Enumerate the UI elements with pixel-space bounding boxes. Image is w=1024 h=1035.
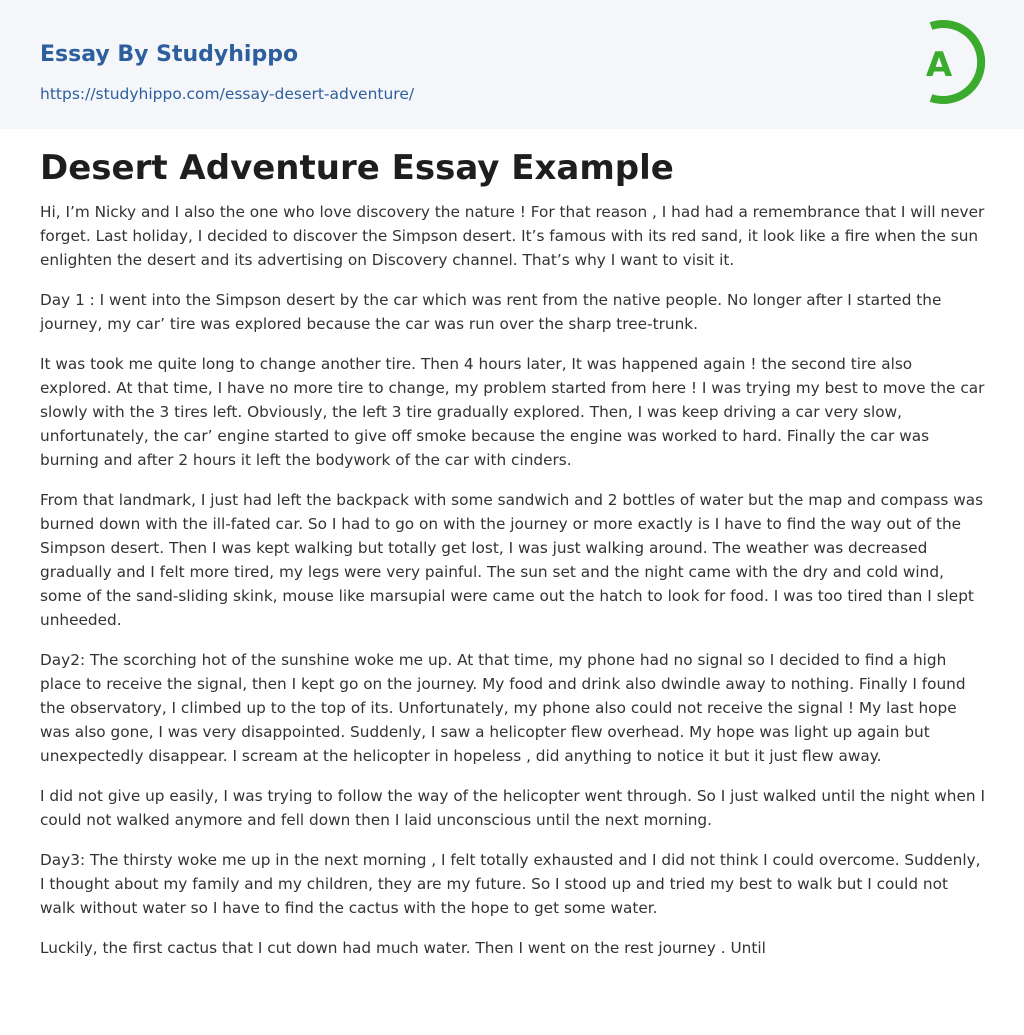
- page-title: Desert Adventure Essay Example: [40, 148, 674, 188]
- essay-paragraph: Hi, I’m Nicky and I also the one who love discovery the nature ! For that reason , I had had a remembrance that I will never forget. Last holiday, I decided to discover the Simpson desert. It’s famous with its red sand, it look like a fire when the sun enlighten the desert and its advertising on Discovery channel. That’s why I want to visit it.: [40, 203, 985, 269]
- essay-paragraph: Luckily, the first cactus that I cut down had much water. Then I went on the rest journey . Until: [40, 939, 766, 957]
- site-header: [0, 0, 1024, 129]
- site-name[interactable]: Essay By Studyhippo: [40, 42, 299, 67]
- essay-paragraph: Day 1 : I went into the Simpson desert by the car which was rent from the native people. No longer after I started the journey, my car’ tire was explored because the car was run over the sharp tree-trunk.: [40, 291, 942, 333]
- studyhippo-logo-icon[interactable]: [909, 18, 989, 108]
- logo-letter: A: [925, 45, 953, 85]
- essay-paragraph: From that landmark, I just had left the backpack with some sandwich and 2 bottles of water but the map and compass was burned down with the ill-fated car. So I had to go on with the journey or more exactly is I have to find the way out of the Simpson desert. Then I was kept walking but totally get lost, I was just walking around. The weather was decreased gradually and I felt more tired, my legs were very painful. The sun set and the night came with the dry and cold wind, some of the sand-sliding skink, mouse like marsupial were came out the hatch to look for food. I was too tired than I slept unheeded.: [40, 491, 984, 629]
- essay-paragraph: Day2: The scorching hot of the sunshine woke me up. At that time, my phone had no signal so I decided to find a high place to receive the signal, then I kept go on the journey. My food and drink also dwindle away to nothing. Finally I found the observatory, I climbed up to the top of its. Unfortunately, my phone also could not receive the signal ! My last hope was also gone, I was very disappointed. Suddenly, I saw a helicopter flew overhead. My hope was light up again but unexpectedly disappear. I scream at the helicopter in hopeless , did anything to notice it but it just flew away.: [40, 651, 966, 765]
- essay-url-link[interactable]: https://studyhippo.com/essay-desert-adventure/: [40, 85, 415, 103]
- essay-paragraph: I did not give up easily, I was trying to follow the way of the helicopter went through. So I just walked until the night when I could not walked anymore and fell down then I laid unconscious until the next morning.: [40, 787, 985, 829]
- article: [40, 144, 985, 976]
- essay-paragraph: Day3: The thirsty woke me up in the next morning , I felt totally exhausted and I did not think I could overcome. Suddenly, I thought about my family and my children, they are my future. So I stood up and tried my best to walk but I could not walk without water so I have to find the cactus with the hope to get some water.: [40, 851, 981, 917]
- essay-paragraph: It was took me quite long to change another tire. Then 4 hours later, It was happened again ! the second tire also explored. At that time, I have no more tire to change, my problem started from here ! I was trying my best to move the car slowly with the 3 tires left. Obviously, the left 3 tire gradually explored. Then, I was keep driving a car very slow, unfortunately, the car’ engine started to give off smoke because the engine was worked to hard. Finally the car was burning and after 2 hours it left the bodywork of the car with cinders.: [40, 355, 985, 469]
